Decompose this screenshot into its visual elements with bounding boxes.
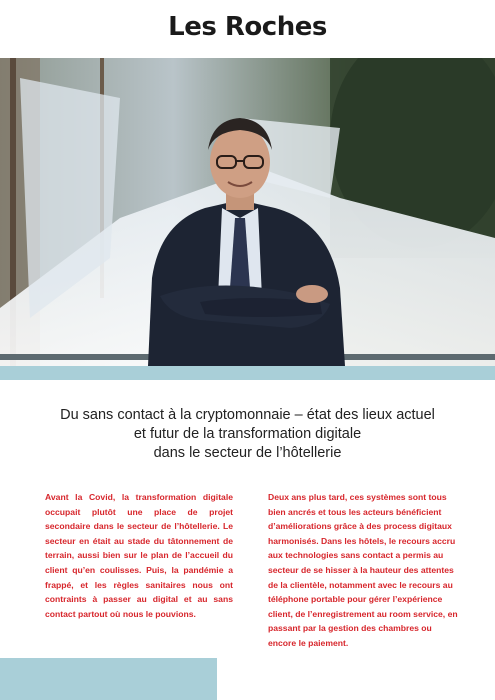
decorative-band bbox=[0, 366, 495, 380]
headline-line-1: Du sans contact à la cryptomonnaie – état des lieux actuel bbox=[60, 407, 435, 423]
hero-photo bbox=[0, 58, 495, 366]
footer-accent-bar bbox=[0, 658, 217, 700]
brand-logo: Les Roches bbox=[168, 12, 327, 42]
headline-line-3: dans le secteur de l’hôtellerie bbox=[153, 445, 342, 461]
article-headline bbox=[30, 406, 465, 463]
body-column-left: Avant la Covid, la transformation digitale occupait plutôt une place de projet secondaire dans le secteur de l’hôtellerie. Le secteur en était au stade du tâtonnement de terrain, aussi bien sur le plan de l’accueil du client qu’en coulisses. Puis, la pandémie a frappé, et les règles sanitaires nous ont contraints à passer au digital et au sans contact partout où nous le pouvions. bbox=[45, 492, 233, 619]
body-column-right: Deux ans plus tard, ces systèmes sont tous bien ancrés et tous les acteurs bénéficient d’améliorations grâce à des process digitaux harmonisés. Dans les hôtels, le recours accru aux technologies sans contact a permis au secteur de se hisser à la hauteur des attentes de la clientèle, notamment avec le recours au téléphone portable pour gérer l’expérience client, de l’enregistrement au room service, en passant par la gestion des chambres ou encore le paiement. bbox=[268, 492, 458, 648]
headline-line-2: et futur de la transformation digitale bbox=[133, 426, 362, 442]
